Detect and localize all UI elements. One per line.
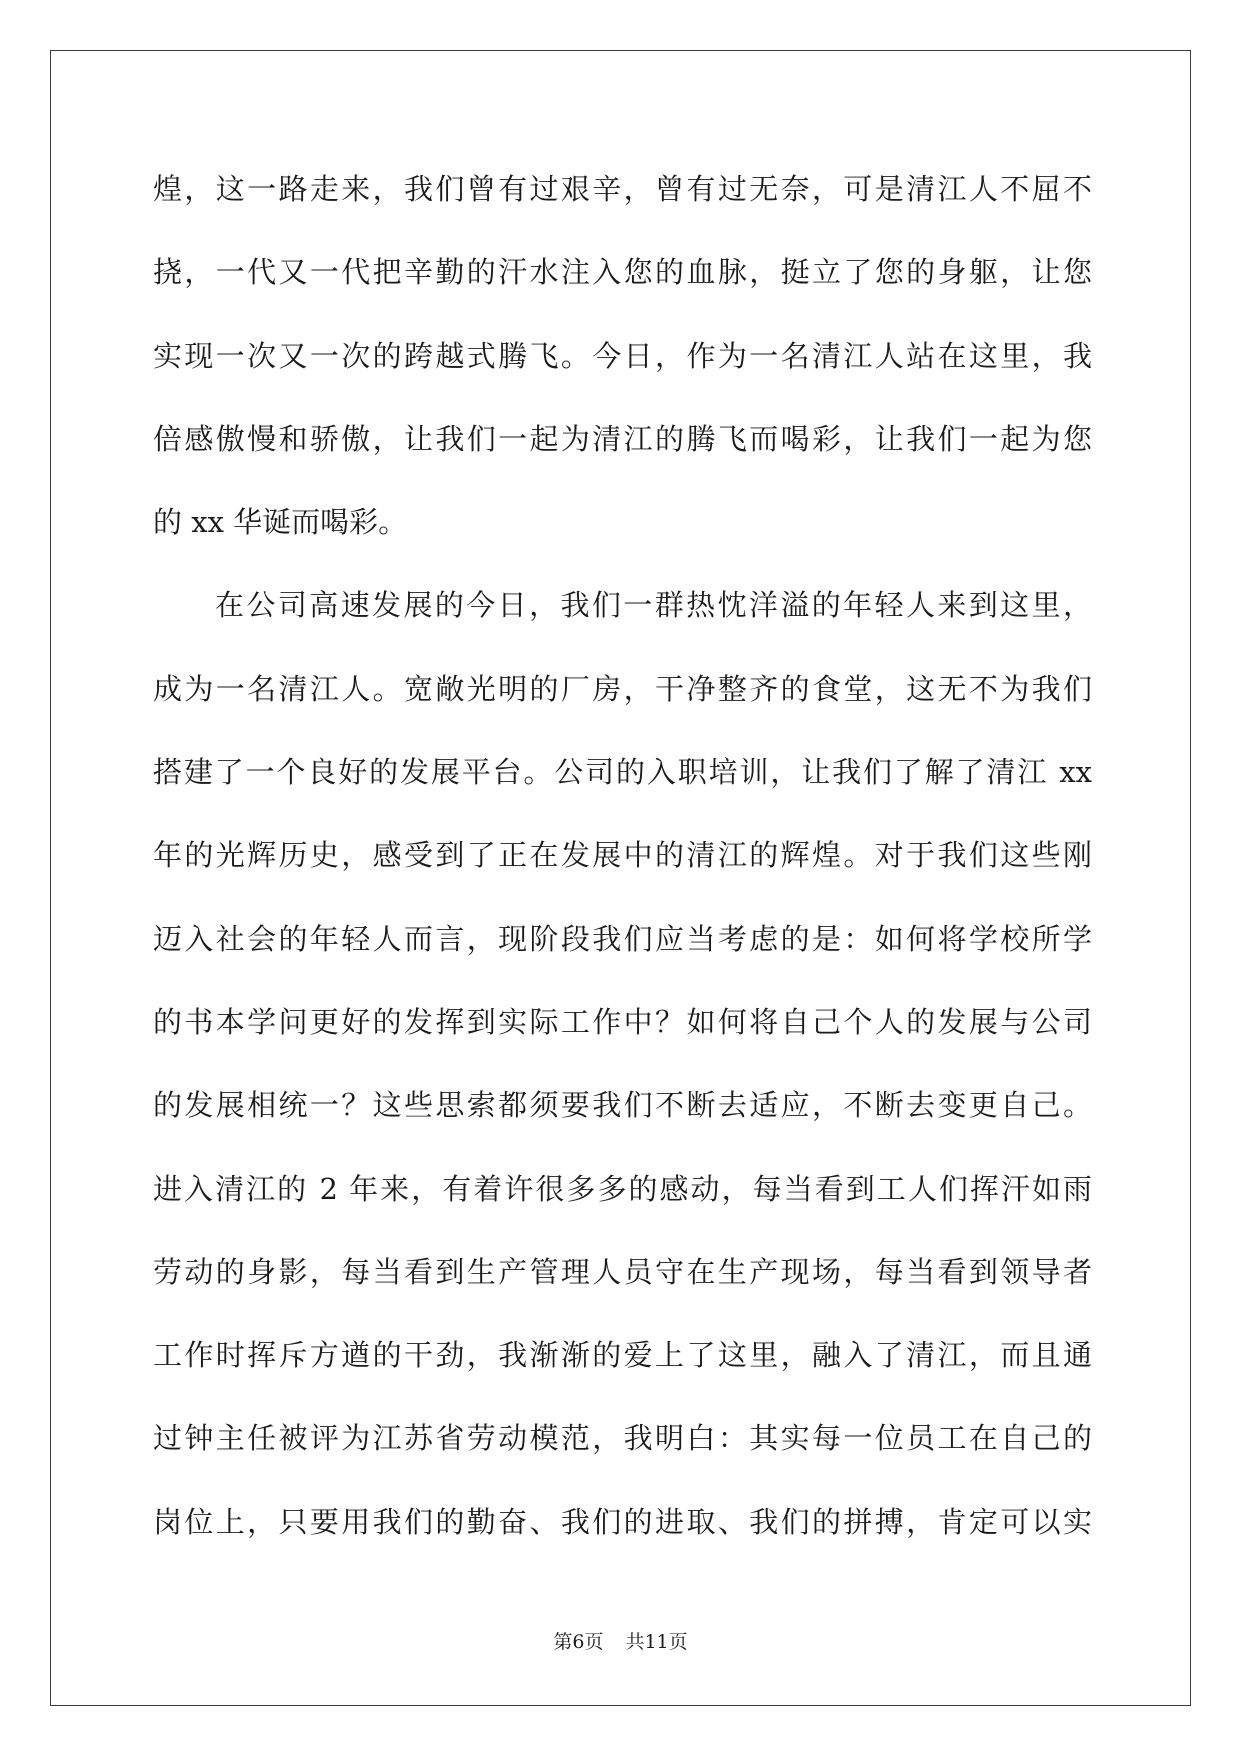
text-line: 的发展相统一？这些思索都须要我们不断去适应，不断去变更自己。	[153, 1088, 1092, 1123]
text-line: 工作时挥斥方遒的干劲，我渐渐的爱上了这里，融入了清江，而且通	[153, 1338, 1092, 1373]
total-page-count: 共11页	[625, 1631, 688, 1653]
text-line: 搭建了一个良好的发展平台。公司的入职培训，让我们了解了清江 xx	[153, 755, 1092, 790]
body-text	[153, 148, 1092, 1564]
text-line: 劳动的身影，每当看到生产管理人员守在生产现场，每当看到领导者	[153, 1254, 1092, 1289]
text-line: 煌，这一路走来，我们曾有过艰辛，曾有过无奈，可是清江人不屈不	[153, 172, 1092, 206]
text-line: 实现一次又一次的跨越式腾飞。今日，作为一名清江人站在这里，我	[153, 338, 1092, 373]
text-line: 的 xx 华诞而喝彩。	[153, 505, 408, 540]
text-line: 岗位上，只要用我们的勤奋、我们的进取、我们的拼搏，肯定可以实	[153, 1504, 1092, 1539]
current-page-number: 第6页	[553, 1631, 604, 1653]
text-line: 挠，一代又一代把辛勤的汗水注入您的血脉，挺立了您的身躯，让您	[153, 255, 1092, 290]
text-line: 倍感傲慢和骄傲，让我们一起为清江的腾飞而喝彩，让我们一起为您	[153, 421, 1092, 456]
text-line: 迈入社会的年轻人而言，现阶段我们应当考虑的是：如何将学校所学	[153, 921, 1092, 956]
text-line: 的书本学问更好的发挥到实际工作中？如何将自己个人的发展与公司	[153, 1004, 1092, 1039]
text-line: 进入清江的 2 年来，有着许很多多的感动，每当看到工人们挥汗如雨	[153, 1171, 1092, 1206]
text-line: 成为一名清江人。宽敞光明的厂房，干净整齐的食堂，这无不为我们	[153, 671, 1092, 706]
page-footer	[0, 1628, 1241, 1656]
text-line: 在公司高速发展的今日，我们一群热忱洋溢的年轻人来到这里，	[215, 588, 1092, 623]
text-line: 过钟主任被评为江苏省劳动模范，我明白：其实每一位员工在自己的	[153, 1421, 1092, 1456]
text-line: 年的光辉历史，感受到了正在发展中的清江的辉煌。对于我们这些刚	[153, 838, 1092, 873]
